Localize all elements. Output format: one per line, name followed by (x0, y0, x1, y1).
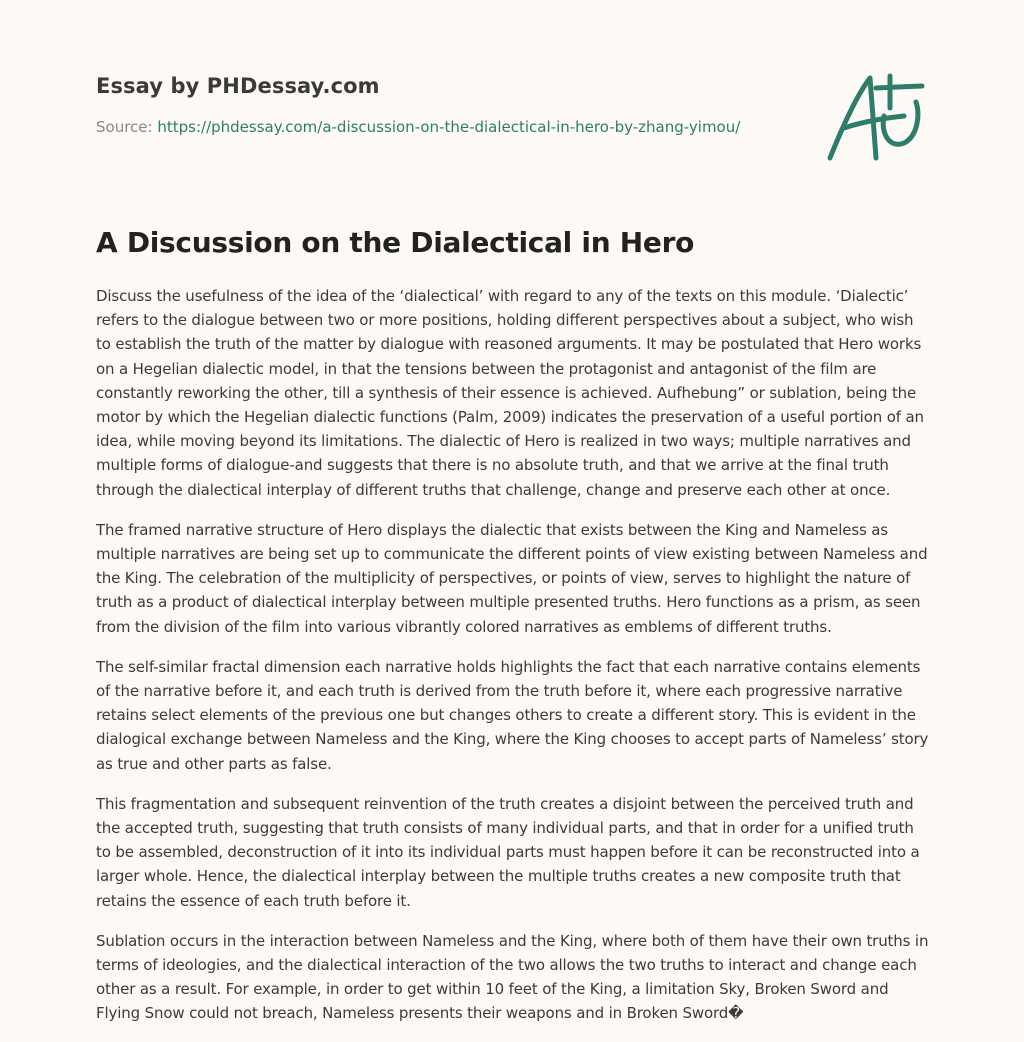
source-link[interactable]: https://phdessay.com/a-discussion-on-the-dialectical-in-hero-by-zhang-yimou/ (157, 118, 741, 136)
essay-paragraph: Sublation occurs in the interaction between Nameless and the King, where both of them have their own truths in terms of ideologies, and the dialectical interaction of the two allows the two truths to interact and change each other as a result. For example, in order to get within 10 feet of the King, a limitation Sky, Broken Sword and Flying Snow could not breach, Nameless presents their weapons and in Broken Sword� (96, 931, 929, 1023)
essay-paragraph: The self-similar fractal dimension each narrative holds highlights the fact that each narrative contains elements of the narrative before it, and each truth is derived from the truth before it, where each progressive narrative retains select elements of the previous one but changes others to create a different story. This is evident in the dialogical exchange between Nameless and the King, where the King chooses to accept parts of Nameless’ story as true and other parts as false. (96, 657, 929, 773)
site-brand: Essay by PHDessay.com (96, 74, 380, 98)
page-header (96, 74, 796, 136)
a-plus-logo-icon (822, 66, 932, 166)
source-label: Source: (96, 118, 153, 136)
essay-title: A Discussion on the Dialectical in Hero (96, 226, 695, 259)
essay-paragraph: Discuss the usefulness of the idea of the ‘dialectical’ with regard to any of the texts on this module. ‘Dialectic’ refers to the dialogue between two or more positions, holding different perspectives about a subject, who wish to establish the truth of the matter by dialogue with reasoned arguments. It may be postulated that Hero works on a Hegelian dialectic model, in that the tensions between the protagonist and antagonist of the film are constantly reworking the other, till a synthesis of their essence is achieved. Aufhebung” or sublation, being the motor by which the Hegelian dialectic functions (Palm, 2009) indicates the preservation of a useful portion of an idea, while moving beyond its limitations. The dialectic of Hero is realized in two ways; multiple narratives and multiple forms of dialogue-and suggests that there is no absolute truth, and that we arrive at the final truth through the dialectical interplay of different truths that challenge, change and preserve each other at once. (96, 287, 924, 499)
essay-paragraph: This fragmentation and subsequent reinvention of the truth creates a disjoint between the perceived truth and the accepted truth, suggesting that truth consists of many individual parts, and that in order for a unified truth to be assembled, deconstruction of it into its individual parts must happen before it can be reconstructed into a larger whole. Hence, the dialectical interplay between the multiple truths creates a new composite truth that retains the essence of each truth before it. (96, 794, 920, 910)
essay-paragraph: The framed narrative structure of Hero displays the dialectic that exists between the King and Nameless as multiple narratives are being set up to communicate the different points of view existing between Nameless and the King. The celebration of the multiplicity of perspectives, or points of view, serves to highlight the nature of truth as a product of dialectical interplay between multiple presented truths. Hero functions as a prism, as seen from the division of the film into various vibrantly colored narratives as emblems of different truths. (96, 520, 928, 636)
source-line (96, 118, 796, 136)
essay-body (96, 284, 930, 1042)
